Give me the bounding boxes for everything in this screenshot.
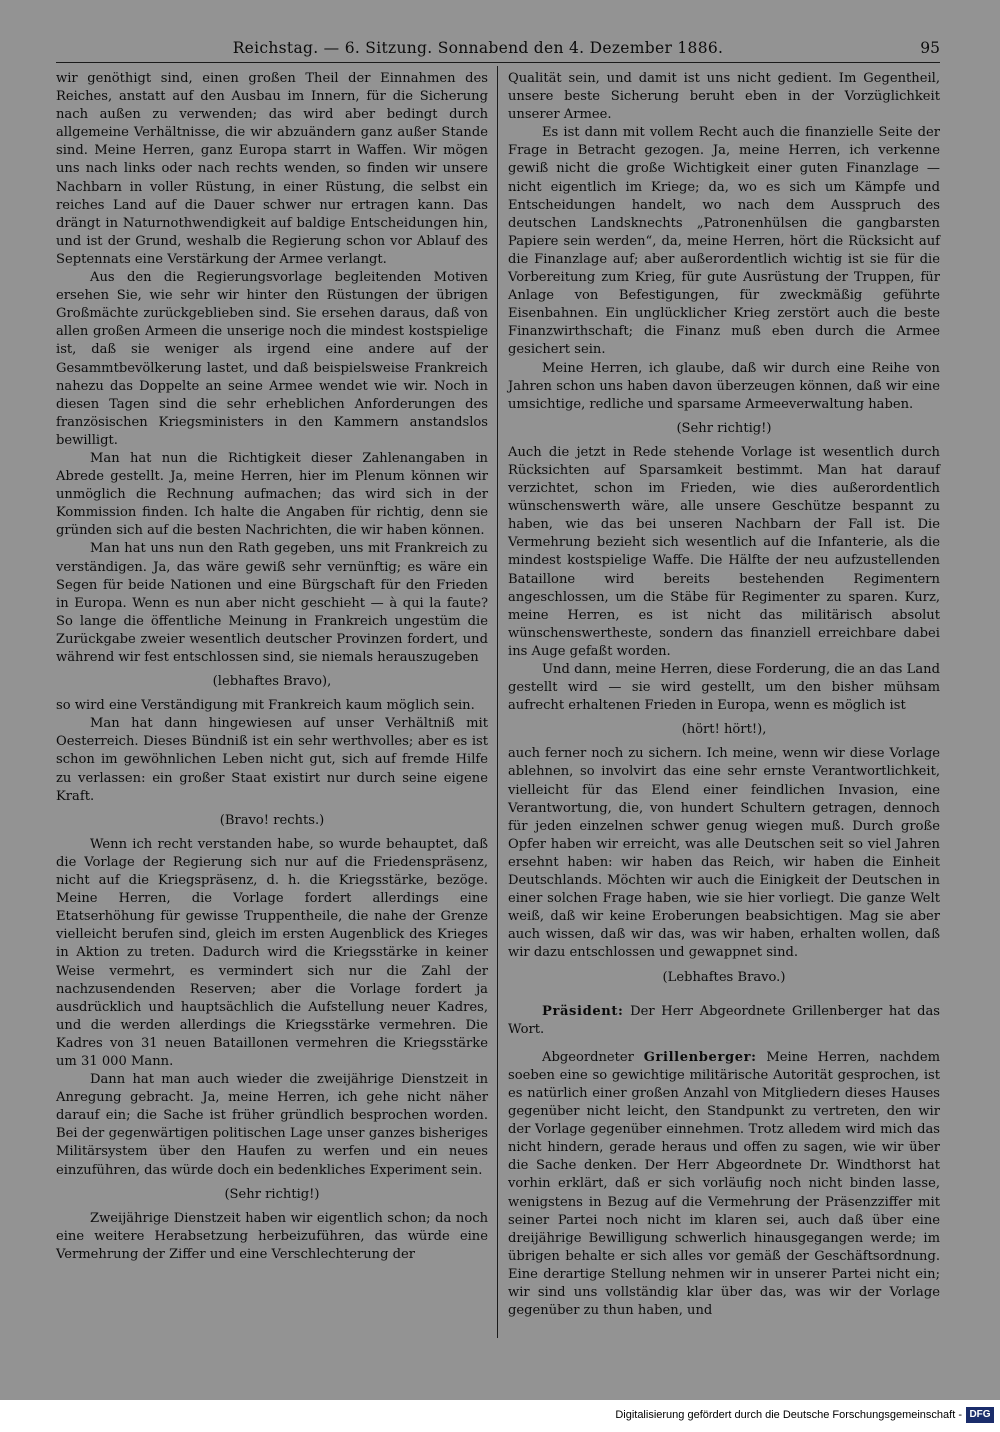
paragraph: Man hat nun die Richtigkeit dieser Zahlenangaben in Abrede gestellt. Ja, meine Herren, hier im Plenum können wir unmöglich die Rechnung aufmachen; das wird sich in der Kommission finden. Ich halte die Angaben für richtig, denn sie gründen sich auf die besten Nachrichten, die wir haben können.: [56, 450, 488, 539]
speaker-name: Grillenberger:: [643, 1049, 757, 1065]
right-column: [508, 70, 940, 1320]
running-title: Reichstag. — 6. Sitzung. Sonnabend den 4. Dezember 1886.: [232, 39, 724, 57]
paragraph: Man hat uns nun den Rath gegeben, uns mit Frankreich zu verständigen. Ja, das wäre gewiß sehr vernünftig; es wäre ein Segen für beide Nationen und eine Bürgschaft für den Frieden in Europa. Wenn es nun aber nicht geschieht — à qui la faute? So lange die öffentliche Meinung in Frankreich ungestüm die Zurückgabe zweier wesentlich deutscher Provinzen fordert, und während wir fest entschlossen sind, sie niemals herauszugeben: [56, 541, 488, 665]
funding-credit: Digitalisierung gefördert durch die Deutsche Forschungsgemeinschaft -: [615, 1409, 962, 1421]
left-column: [56, 70, 488, 1264]
speech-text: Der Herr Abgeordnete Grillenberger hat das Wort.: [508, 1003, 940, 1037]
page-number: 95: [920, 39, 940, 57]
paragraph: auch ferner noch zu sichern. Ich meine, wenn wir diese Vorlage ablehnen, so involvirt das eine sehr ernste Verantwortlichkeit, vielleicht für das Elend einer feindlichen Invasion, eine Verantwortung, die, von hundert Schultern getragen, dennoch für jeden einzelnen schwer genug wiegen muß. Durch große Opfer haben wir erreicht, was alle Deutschen seit so viel Jahren ersehnt haben: wir haben das Reich, wir haben die Einheit Deutschlands. Möchten wir auch die Einigkeit der Deutschen in einer solchen Frage haben, wie sie hier vorliegt. Die ganze Welt weiß, daß wir keine Eroberungen beabsichtigen. Mag sie aber auch wissen, daß wir das, was wir haben, erhalten wollen, daß wir dazu entschlossen und gewappnet sind.: [508, 746, 940, 961]
paragraph: Dann hat man auch wieder die zweijährige Dienstzeit in Anregung gebracht. Ja, meine Herren, ich gehe nicht näher darauf ein; die Sache ist früher gründlich besprochen worden. Bei der gegenwärtigen politischen Lage unser ganzes bisheriges Militärsystem über den Haufen zu werfen und ein neues einzuführen, das würde doch ein bedenkliches Experiment sein.: [56, 1072, 488, 1178]
dfg-logo: DFG: [966, 1407, 994, 1423]
speaker-paragraph: [508, 1049, 940, 1320]
interjection: (Bravo! rechts.): [219, 812, 325, 828]
paragraph: Qualität sein, und damit ist uns nicht gedient. Im Gegentheil, unsere beste Sicherung beruht eben in der Vorzüglichkeit unserer Armee.: [508, 71, 940, 123]
interjection: (hört! hört!),: [681, 722, 767, 738]
speech-text: Meine Herren, nachdem soeben eine so gewichtige militärische Autorität gesprochen, ist es natürlich einer großen Anzahl von Mitgliedern dieses Hauses gegenüber nicht leicht, den Standpunkt zu vertreten, den wir der Vorlage gegenüber einnehmen. Trotz alledem wird mich das nicht hindern, gerade heraus und offen zu sagen, wie wir über die Sache denken. Der Herr Abgeordnete Dr. Windthorst hat vorhin erklärt, daß er sich vorläufig noch nicht binden lasse, wenigstens in Bezug auf die Vermehrung der Präsenzziffer mit seiner Partei noch nicht im klaren sei, auch daß über eine dreijährige Bewilligung schwerlich hinausgegangen werde; im übrigen behalte er sich alles vor gemäß der Geschäftsordnung. Eine derartige Stellung nehmen wir in unserer Partei nicht ein; wir sind uns vollständig klar über das, was wir der Vorlage gegenüber zu thun haben, und: [508, 1049, 940, 1319]
speaker-paragraph: [508, 1003, 940, 1039]
speaker-prefix: Abgeordneter: [542, 1049, 644, 1065]
digitization-footer: [0, 1400, 1000, 1432]
paragraph: Zweijährige Dienstzeit haben wir eigentlich schon; da noch eine weitere Herabsetzung herbeizuführen, das würde eine Vermehrung der Ziffer und eine Verschlechterung der: [56, 1210, 488, 1262]
paragraph: wir genöthigt sind, einen großen Theil der Einnahmen des Reiches, anstatt auf den Ausbau im Innern, für die Sicherung nach außen zu verwenden; das wird aber bedingt durch allgemeine Verhältnisse, die wir abzuändern ganz außer Stande sind. Meine Herren, ganz Europa starrt in Waffen. Wir mögen uns nach links oder nach rechts wenden, so finden wir unsere Nachbarn in voller Rüstung, in einer Rüstung, die selbst ein reiches Land auf die Dauer schwer nur ertragen kann. Das drängt in Naturnothwendigkeit auf baldige Entscheidungen hin, und ist der Grund, weshalb die Regierung schon vor Ablauf des Septennats eine Verstärkung der Armee verlangt.: [56, 71, 488, 267]
paragraph: Auch die jetzt in Rede stehende Vorlage ist wesentlich durch Rücksichten auf Sparsamkeit bestimmt. Man hat darauf verzichtet, schon im Frieden, wie dies außerordentlich wünschenswerth wäre, alle unsere Geschütze bespannt zu haben, wie das bei unseren Nachbarn der Fall ist. Die Vermehrung bezieht sich wesentlich auf die Infanterie, als die mindest kostspielige Waffe. Die Hälfte der neu aufzustellenden Bataillone wird bereits bestehenden Regimentern angeschlossen, um die Stäbe für Regimenter zu sparen. Kurz, meine Herren, es ist nicht das militärisch absolut wünschenswertheste, sondern das finanziell erreichbare dabei ins Auge gefaßt worden.: [508, 444, 940, 659]
speaker-name: Präsident:: [542, 1003, 624, 1019]
column-divider: [497, 66, 498, 1338]
interjection: (Sehr richtig!): [676, 420, 772, 436]
interjection: (Lebhaftes Bravo.): [662, 969, 786, 985]
interjection: (lebhaftes Bravo),: [212, 674, 332, 690]
paragraph: Man hat dann hingewiesen auf unser Verhältniß mit Oesterreich. Dieses Bündniß ist ein sehr werthvolles; aber es ist schon im gewöhnlichen Leben nicht gut, sich auf fremde Hilfe zu verlassen: ein großer Staat existirt nur durch seine eigene Kraft.: [56, 716, 488, 804]
page-header: [56, 36, 940, 63]
paragraph: Meine Herren, ich glaube, daß wir durch eine Reihe von Jahren schon uns haben davon überzeugen können, daß wir eine umsichtige, redliche und sparsame Armeeverwaltung haben.: [508, 360, 940, 412]
paragraph: Aus den die Regierungsvorlage begleitenden Motiven ersehen Sie, wie sehr wir hinter den Rüstungen der übrigen Großmächte zurückgeblieben sind. Sie ersehen daraus, daß von allen großen Armeen die unserige noch die mindest kostspielige ist, daß sie weniger als irgend eine andere auf der Gesammtbevölkerung lastet, und daß beispielsweise Frankreich nahezu das Doppelte an seine Armee wendet wie wir. Noch in diesen Tagen sind die sehr erheblichen Anforderungen des französischen Kriegsministers in den Kammern anstandslos bewilligt.: [56, 270, 488, 448]
paragraph: so wird eine Verständigung mit Frankreich kaum möglich sein.: [56, 698, 475, 714]
interjection: (Sehr richtig!): [224, 1186, 320, 1202]
paragraph: Wenn ich recht verstanden habe, so wurde behauptet, daß die Vorlage der Regierung sich nur auf die Friedenspräsenz, nicht auf die Kriegspräsenz, d. h. die Kriegsstärke, bezöge. Meine Herren, die Vorlage fordert allerdings eine Etatserhöhung für gewisse Truppentheile, die nahe der Grenze vielleicht berufen sind, gleich im ersten Augenblick des Krieges in Aktion zu treten. Dadurch wird die Kriegsstärke in keiner Weise vermehrt, es vermindert sich nur die Zahl der nachzusendenden Reserven; aber die Vorlage fordert ja ausdrücklich und hauptsächlich die Aufstellung neuer Kadres, und die werden allerdings die Kriegsstärke vermehren. Die Kadres von 31 neuen Bataillonen vermehren die Kriegsstärke um 31 000 Mann.: [56, 836, 488, 1069]
paragraph: Und dann, meine Herren, diese Forderung, die an das Land gestellt wird — sie wird gestellt, um den bisher mühsam aufrecht erhaltenen Frieden in Europa, wenn es möglich ist: [508, 662, 940, 714]
paragraph: Es ist dann mit vollem Recht auch die finanzielle Seite der Frage in Betracht gezogen. Ja, meine Herren, ich verkenne gewiß nicht die große Wichtigkeit einer guten Finanzlage — nicht eigentlich im Kriege; da, wo es sich um Kämpfe und Entscheidungen handelt, wo nach dem Ausspruch des deutschen Landsknechts „Patronenhülsen die gangbarsten Papiere sein werden“, da, meine Herren, hört die Rücksicht auf die Finanzlage auf; aber außerordentlich wichtig ist sie für die Vorbereitung zum Krieg, für gute Ausrüstung der Truppen, für Anlage von Befestigungen, für zweckmäßig geführte Eisenbahnen. Ein unglücklicher Krieg zerstört auch die beste Finanzwirthschaft; die Finanz muß eben durch die Armee gesichert sein.: [508, 125, 940, 358]
